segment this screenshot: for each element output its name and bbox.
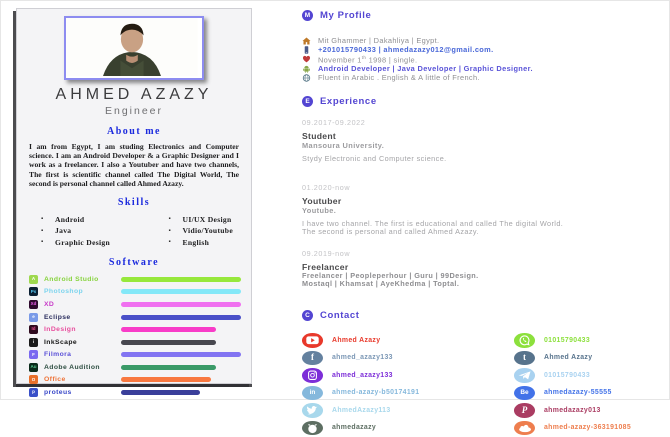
contact-handle: ahmed-azazy-b50174191 [332,389,420,397]
software-bar-track [121,277,241,282]
skills-list [17,208,251,248]
software-row [29,349,241,362]
contact-section-icon: C [302,310,313,321]
software-bar-track [121,365,241,370]
main-panel [302,10,658,437]
linkedin-icon: in [302,386,323,401]
telegram-icon [514,368,535,383]
bullet-icon: ▪ [168,239,171,246]
xd-icon: Xd [29,300,38,309]
contact-handle: 01015790433 [544,336,591,344]
software-row [29,374,241,387]
software-level-bar [121,365,216,370]
software-row [29,286,241,299]
contact-handle: ahmed-azazy-363191085 [544,424,632,432]
contact-twitter[interactable] [302,403,514,418]
software-bar-track [121,289,241,294]
contact-behance[interactable] [514,386,658,401]
contact-instagram[interactable] [302,368,514,383]
experience-section [302,96,658,287]
software-level-bar [121,340,216,345]
skill-item [169,225,233,237]
contact-facebook[interactable] [302,351,514,366]
skill-item [169,213,233,225]
experience-date: 09.2017-09.2022 [302,118,366,128]
inkscape-icon: i [29,338,38,347]
eclipse-icon: e [29,313,38,322]
software-row [29,311,241,324]
behance-icon: Be [514,386,535,401]
skill-item [41,225,110,237]
software-label: InkScape [44,338,78,346]
contact-soundcloud[interactable] [514,421,658,436]
software-row [29,273,241,286]
profile-line-text: Android Developer | Java Developer | Graphic Designer. [318,64,533,74]
software-row [29,298,241,311]
experience-subtitle: Mansoura University. [302,141,385,151]
experience-date: 01.2020-now [302,182,351,192]
experience-section-title: Experience [320,96,377,108]
skill-label: English [182,237,210,247]
software-label: Office [44,376,66,384]
software-level-bar [121,352,241,357]
skill-label: UI/UX Design [182,214,232,224]
software-row [29,361,241,374]
experience-title: Youtuber [302,195,342,206]
contact-handle: AhmedAzazy113 [332,406,391,414]
experience-detail: Mostaql | Khamsat | AyeKhedma | Toptal. [302,278,460,288]
profile-line-text: November 1th 1998 | single. [318,54,418,64]
photoshop-icon: Ps [29,287,38,296]
experience-section-icon: E [302,96,313,107]
software-label: proteus [44,389,72,397]
github-icon [302,421,323,436]
skill-item [41,236,110,248]
profile-line [302,36,658,45]
experience-detail: Stydy Electronic and Computer science. [302,154,447,164]
experience-list [302,118,658,287]
software-bar-track [121,390,241,395]
software-label: Android Studio [44,275,99,283]
software-level-bar [121,327,216,332]
contact-tumblr[interactable] [514,351,658,366]
skill-label: Java [55,226,72,236]
bullet-icon: ▪ [168,216,171,223]
experience-title: Student [302,131,337,142]
skill-label: Graphic Design [55,237,111,247]
software-heading: Software [108,256,160,268]
contact-github[interactable] [302,421,514,436]
contact-handle: ahmed_azazy133 [332,371,393,379]
soundcloud-icon [514,421,535,436]
home-icon [302,37,318,45]
software-label: Adobe Audition [44,363,100,371]
contact-section-title: Contact [320,309,360,321]
software-level-bar [121,377,211,382]
proteus-icon: p [29,388,38,397]
adobe-audition-icon: Au [29,363,38,372]
profile-line [302,64,658,73]
experience-date: 09.2019-now [302,248,351,258]
youtube-icon [302,333,323,348]
skill-item [41,213,110,225]
contact-header [302,310,658,321]
filmora-icon: F [29,350,38,359]
office-icon: O [29,375,38,384]
contact-linkedin[interactable] [302,386,514,401]
contact-youtube[interactable] [302,333,514,348]
profile-line-text: +201015790433 | ahmedazazy012@gmail.com. [318,45,494,55]
software-row [29,323,241,336]
language-icon [302,74,318,82]
software-bar-track [121,327,241,332]
software-bar-track [121,302,241,307]
android-icon [302,65,318,73]
profile-section-icon: M [302,10,313,21]
profile-lines [302,36,658,82]
experience-subtitle: Youtube. [302,205,337,215]
facebook-icon: f [302,351,323,366]
profile-photo [64,16,204,80]
bullet-icon: ▪ [41,216,44,223]
phone-icon [302,46,318,54]
software-list [17,268,251,399]
contact-whatsapp[interactable] [514,333,658,348]
experience-title: Freelancer [302,261,349,272]
indesign-icon: Id [29,325,38,334]
contact-handle: 01015790433 [544,371,591,379]
whatsapp-icon [514,333,535,348]
software-label: InDesign [44,326,76,334]
experience-detail: Freelancer | Peopleperhour | Guru | 99Design. [302,270,479,280]
profile-section [302,10,658,82]
profile-line[interactable] [302,45,658,54]
profile-line [302,73,658,82]
contact-handle: ahmedazazy-55555 [544,389,612,397]
skill-label: Vidio/Youtube [182,226,233,236]
software-row [29,386,241,399]
profile-header [302,10,658,21]
android-studio-icon: A [29,275,38,284]
about-heading: About me [107,125,161,137]
profile-line-text: Fluent in Arabic . English & A little of French. [318,73,480,83]
skills-heading: Skills [117,197,151,209]
twitter-icon [302,403,323,418]
contact-handle: ahmedazazy013 [544,406,601,414]
software-level-bar [121,277,241,282]
software-label: Filmora [44,351,72,359]
instagram-icon [302,368,323,383]
experience-header [302,96,658,107]
tumblr-icon: t [514,351,535,366]
bullet-icon: ▪ [41,227,44,234]
profile-line [302,55,658,64]
about-text: I am from Egypt, I am studing Electronics and Computer science. I am an Android Developer & a Graphic Designer and I work as a freelancer. I also a Youtuber and have two channels, The first is scientific channel called The Digital World, The second is personal channel called Ahmed Azazy. [29,141,239,189]
bullet-icon: ▪ [168,227,171,234]
software-row [29,336,241,349]
software-level-bar [121,302,241,307]
contact-handle: ahmedazazy [332,424,377,432]
heart-icon [302,55,318,63]
software-bar-track [121,352,241,357]
person-title: Engineer [104,104,164,117]
software-level-bar [121,390,200,395]
skills-column-left [41,213,110,248]
contact-handle: ahmed_azazy133 [332,354,393,362]
portrait-illustration [66,18,198,76]
software-bar-track [121,315,241,320]
person-name: AHMED AZAZY [55,86,213,103]
profile-section-title: My Profile [320,10,372,21]
experience-detail: The second is personal and called Ahmed Azazy. [302,226,479,236]
pinterest-icon: P [514,403,535,418]
software-label: XD [44,300,55,308]
bullet-icon: ▪ [41,239,44,246]
skill-item [169,236,233,248]
skills-column-right [169,213,233,248]
contact-telegram[interactable] [514,368,658,383]
software-bar-track [121,340,241,345]
profile-line-text: Mit Ghammer | Dakahliya | Egypt. [318,36,440,46]
sidebar [16,8,252,397]
software-bar-track [121,377,241,382]
experience-detail: I have two channel. The first is educational and called The digital World. [302,218,564,228]
contact-pinterest[interactable] [514,403,658,418]
contact-handle: Ahmed Azazy [332,336,381,344]
software-label: Eclipse [44,313,71,321]
contact-handle: Ahmed Azazy [544,354,593,362]
contact-section [302,310,658,437]
skill-label: Android [55,214,85,224]
software-label: Photoshop [44,288,84,296]
software-level-bar [121,315,241,320]
contact-grid [302,332,658,437]
software-level-bar [121,289,241,294]
